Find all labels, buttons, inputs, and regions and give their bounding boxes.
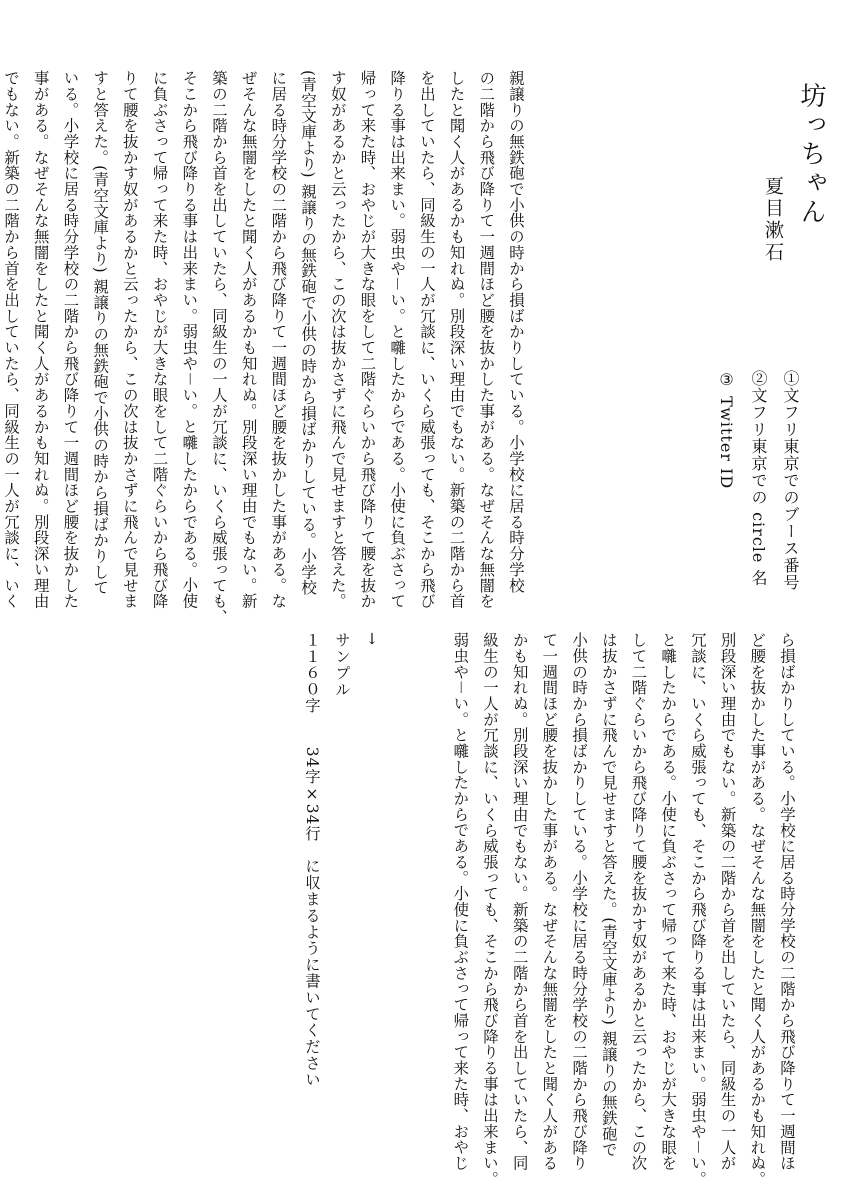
body-line: 級生の一人が冗談に、いくら威張っても、そこから飛び降りる事は出来まい。 <box>480 632 499 1187</box>
body-line: でもない。新築の二階から首を出していたら、同級生の一人が冗談に、いく <box>2 70 21 609</box>
body-line: と囃したからである。小使に負ぶさって帰って来た時、おやじが大きな眼を <box>659 632 678 1171</box>
body-text-bottom <box>445 632 801 1187</box>
body-line: して二階ぐらいから飛び降りて腰を抜かす奴があるかと云ったから、この次 <box>629 632 648 1171</box>
body-line: いる。小学校に居る時分学校の二階から飛び降りて一週間ほど腰を抜かした <box>61 70 80 609</box>
body-line: 小供の時から損ばかりしている。小学校に居る時分学校の二階から飛び降り <box>570 632 589 1171</box>
document-title: 坊っちゃん <box>796 82 826 227</box>
body-line: す奴があるかと云ったから、この次は抜かさずに飛んで見せますと答えた。 <box>328 70 347 609</box>
body-line: ら損ばかりしている。小学校に居る時分学校の二階から飛び降りて一週間ほ <box>778 632 796 1171</box>
body-line: 別段深い理由でもない。新築の二階から首を出していたら、同級生の一人が <box>718 632 737 1171</box>
arrow-icon: → <box>363 632 381 646</box>
body-line: そこから飛び降りる事は出来まい。弱虫や－い。と囃したからである。小使 <box>180 70 199 609</box>
body-line: て一週間ほど腰を抜かした事がある。なぜそんな無闇をしたと聞く人がある <box>540 632 559 1171</box>
info-item: ③ Twitter ID <box>717 370 736 490</box>
info-item: ①文フリ東京でのブース番号 <box>781 370 800 591</box>
body-line: の二階から飛び降りて一週間ほど腰を抜かした事がある。なぜそんな無闇を <box>477 70 496 609</box>
info-item: ②文フリ東京での circle 名 <box>749 370 768 587</box>
body-line: すと答えた。(青空文庫より) 親譲りの無鉄砲で小供の時から損ばかりして <box>91 70 110 596</box>
body-line: 帰って来た時、おやじが大きな眼をして二階ぐらいから飛び降りて腰を抜か <box>358 70 377 609</box>
sample-label: サンプル <box>333 632 351 698</box>
body-line: 降りる事は出来まい。弱虫や－い。と囃したからである。小使に負ぶさって <box>388 70 407 609</box>
body-line: ぜそんな無闇をしたと聞く人があるかも知れぬ。別段深い理由でもない。新 <box>239 70 258 609</box>
body-text-top <box>0 70 530 625</box>
body-line: に居る時分学校の二階から飛び降りて一週間ほど腰を抜かした事がある。な <box>269 70 288 609</box>
body-line: 事がある。なぜそんな無闇をしたと聞く人があるかも知れぬ。別段深い理由 <box>31 70 50 609</box>
body-line: ど腰を抜かした事がある。なぜそんな無闇をしたと聞く人があるかも知れぬ。 <box>748 632 767 1187</box>
body-line: は抜かさずに飛んで見せますと答えた。(青空文庫より) 親譲りの無鉄砲で <box>599 632 618 1158</box>
body-line: 弱虫や－い。と囃したからである。小使に負ぶさって帰って来た時、おやじ <box>451 632 470 1171</box>
body-line: したと聞く人があるかも知れぬ。別段深い理由でもない。新築の二階から首 <box>447 70 466 609</box>
character-count-note: １１６０字 34字×34行 に収まるように書いてください <box>303 632 321 1088</box>
body-line: 冗談に、いくら威張っても、そこから飛び降りる事は出来まい。弱虫や－い。 <box>688 632 707 1187</box>
body-line: 築の二階から首を出していたら、同級生の一人が冗談に、いくら威張っても、 <box>209 70 228 625</box>
body-line: りて腰を抜かす奴があるかと云ったから、この次は抜かさずに飛んで見せま <box>120 70 139 609</box>
body-line: かも知れぬ。別段深い理由でもない。新築の二階から首を出していたら、同 <box>510 632 529 1171</box>
body-line: を出していたら、同級生の一人が冗談に、いくら威張っても、そこから飛び <box>417 70 436 609</box>
document-author: 夏目漱石 <box>762 176 784 264</box>
info-list <box>710 370 806 591</box>
body-line: 親譲りの無鉄砲で小供の時から損ばかりしている。小学校に居る時分学校 <box>507 70 525 594</box>
body-line: (青空文庫より) 親譲りの無鉄砲で小供の時から損ばかりしている。小学校 <box>299 70 318 596</box>
body-line: に負ぶさって帰って来た時、おやじが大きな眼をして二階ぐらいから飛び降 <box>150 70 169 609</box>
